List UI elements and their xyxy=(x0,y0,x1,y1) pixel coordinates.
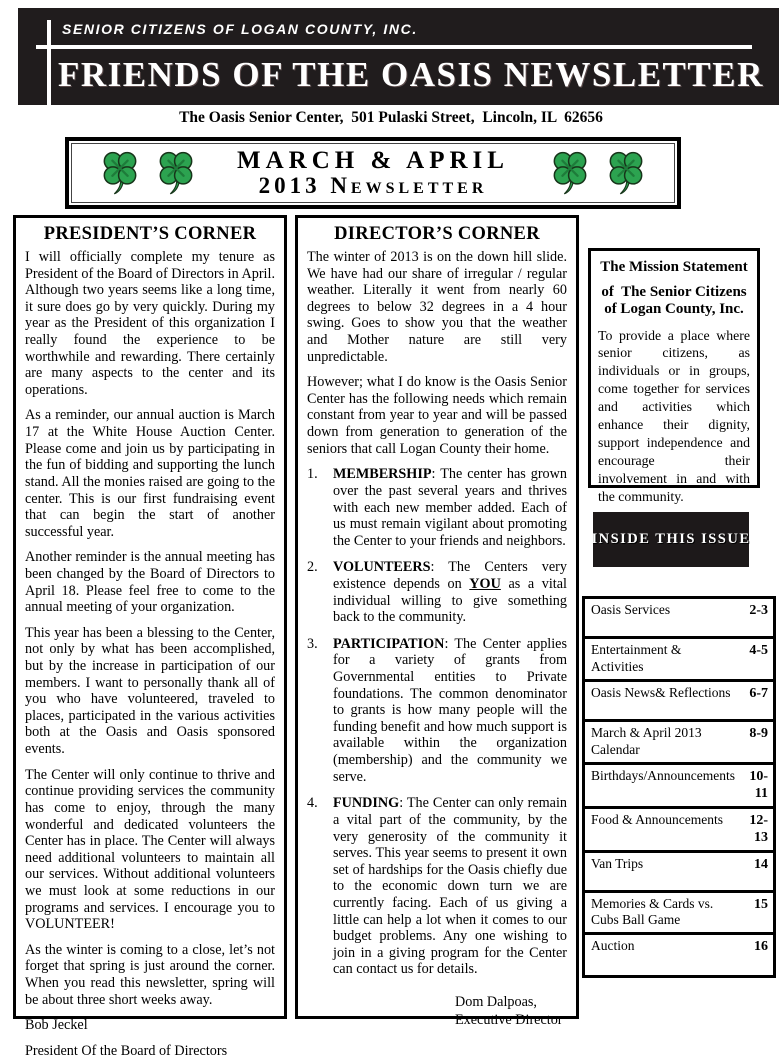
toc-pages: 14 xyxy=(754,856,768,872)
toc-pages: 15 xyxy=(754,896,768,912)
issue-title xyxy=(237,148,509,198)
issue-banner xyxy=(65,137,681,209)
list-number: 1. xyxy=(307,466,318,483)
toc-row xyxy=(585,722,773,765)
list-item-text xyxy=(333,466,567,549)
issue-title-line1: MARCH & APRIL xyxy=(237,146,509,174)
toc-label: Food & Announcements xyxy=(591,811,723,827)
list-term: VOLUNTEERS xyxy=(333,559,431,576)
toc-row xyxy=(585,853,773,893)
toc-pages: 10-11 xyxy=(749,768,768,801)
masthead-horizontal-rule xyxy=(36,45,752,49)
mission-title-line2: of The Senior Citizens of Logan County, Inc. xyxy=(601,284,751,318)
president-paragraph: Another reminder is the annual meeting has been changed by the Board of Directors to April 18. Please feel free to come to the annual meeting of your organization. xyxy=(25,549,275,616)
list-term: FUNDING xyxy=(333,795,400,812)
clover-icon xyxy=(101,149,139,197)
organization-name: SENIOR CITIZENS OF LOGAN COUNTY, INC. xyxy=(62,21,418,37)
list-text: : The Center applies for a variety of grants from Governmental entities to Private foundations. The common denominator to grants is how many people will the funding benefit and how much support is available within the organization (membership) and the community we serve. xyxy=(333,635,567,785)
directors-corner-article xyxy=(295,215,579,1028)
list-text: : The Center can only remain a vital part of the community, by the very generosity of the community it serves. This year seems to present it own set of hardships for the Oasis chiefly due to the economic down turn we are currently facing. Each of us giving a little can help a lot when it comes to our budget problems. Any one wishing to join in a giving program for the Center can contact us for details. xyxy=(333,795,567,978)
toc-label: Van Trips xyxy=(591,855,644,871)
masthead-banner xyxy=(18,8,779,105)
director-need-item xyxy=(307,795,567,978)
president-paragraph: This year has been a blessing to the Center, not only by what has been accomplished, but by the increase in participation of our members. I want to personally thank all of you who have volunteered, traveled to places, participated in the various activities both at the Oasis and Oasis sponsored events. xyxy=(25,624,275,758)
list-number: 2. xyxy=(307,559,318,576)
inside-this-issue-label: INSIDE THIS ISSUE xyxy=(591,531,751,547)
toc-pages: 4-5 xyxy=(749,643,768,658)
president-paragraph: As the winter is coming to a close, let’s not forget that spring is just around the corner. When you read this newsletter, spring will be about three short weeks away. xyxy=(25,941,275,1008)
toc-label: Oasis Services xyxy=(591,602,671,617)
toc-pages: 16 xyxy=(754,939,768,955)
list-text: : The center has grown over the past several years and thrives with each new member added. Each of us must remain vigilant about promoting the Center to your friends and neighbors. xyxy=(333,466,567,549)
director-signature-name: Dom Dalpoas, xyxy=(455,993,537,1010)
list-item-text xyxy=(333,636,567,785)
director-need-item xyxy=(307,466,567,549)
toc-row xyxy=(585,639,773,682)
president-paragraph: As a reminder, our annual auction is March 17 at the White House Auction Center. Please come and join us by participating in the fun of bidding and supporting the lunch stand. All the monies raised are going to the center. This is our first fundraising event that can begin the start of another successful year. xyxy=(25,407,275,540)
toc-label: Oasis News& Reflections xyxy=(591,684,731,700)
president-paragraph: The Center will only continue to thrive and continue providing services the community has come to enjoy, through the many wonderful and dedicated volunteers the Center has in place. The Center will always need additional volunteers to maintain all our services. Without additional volunteers we must look at some reductions in our programs and services. I encourage you to VOLUNTEER! xyxy=(25,766,275,933)
list-text: as a vital individual willing to give something back to the community. xyxy=(333,575,567,626)
list-number: 3. xyxy=(307,635,318,652)
table-of-contents xyxy=(582,596,776,978)
director-need-item xyxy=(307,636,567,785)
mission-statement-box xyxy=(588,248,760,504)
center-address: The Oasis Senior Center, 501 Pulaski Street, Lincoln, IL 62656 xyxy=(179,109,603,126)
presidents-corner-heading: PRESIDENT’S CORNER xyxy=(43,224,257,244)
list-term: PARTICIPATION xyxy=(333,635,445,652)
list-item-text xyxy=(333,795,567,978)
president-signature-name: Bob Jeckel xyxy=(25,1017,88,1034)
list-number: 4. xyxy=(307,795,318,812)
toc-row xyxy=(585,682,773,722)
mission-title-line1: The Mission Statement xyxy=(600,259,748,275)
toc-label: Memories & Cards vs. Cubs Ball Game xyxy=(591,895,714,928)
mission-body: To provide a place where senior citizens, as individuals or in groups, come together for services and activities which enhance their dignity, support independence and encourage their involvement in and with the community. xyxy=(598,327,750,504)
masthead-vertical-rule xyxy=(47,20,51,105)
director-need-item xyxy=(307,559,567,625)
toc-pages: 8-9 xyxy=(749,725,768,741)
directors-corner-heading: DIRECTOR’S CORNER xyxy=(334,224,540,244)
president-paragraph: I will officially complete my tenure as President of the Board of Directors in April. Although two years seems like a long time, it sure does go by very quickly. During my year as the President of this organization I really found the experience to be worthwhile and rewarding. There certainly are many aspects to the center and its operations. xyxy=(25,249,275,398)
toc-row xyxy=(585,893,773,936)
president-signature-title: President Of the Board of Directors xyxy=(25,1043,228,1060)
issue-title-line2: 2013 Newsletter xyxy=(258,173,488,199)
inside-this-issue-banner xyxy=(593,512,749,567)
list-text: : The Centers very existence depends on xyxy=(333,559,567,592)
toc-label: March & April 2013 Calendar xyxy=(591,724,702,757)
director-paragraph: However; what I do know is the Oasis Senior Center has the following needs which remain constant from year to year and will be passed down from generation to generation of the seniors that call Logan County their home. xyxy=(307,374,567,457)
toc-row xyxy=(585,809,773,853)
toc-label: Birthdays/Announcements xyxy=(591,767,735,783)
emphasized-text: YOU xyxy=(469,575,501,592)
toc-row xyxy=(585,599,773,639)
toc-pages: 12-13 xyxy=(749,812,768,845)
newsletter-title: FRIENDS OF THE OASIS NEWSLETTER xyxy=(58,55,764,94)
toc-row xyxy=(585,935,773,975)
director-paragraph: The winter of 2013 is on the down hill slide. We have had our share of irregular / regular weather. Literally it went from nearly 60 degrees to below 32 degrees in a 4 hour swing. Goes to show you that the weather and Mother nature are still very unpredictable. xyxy=(307,249,567,365)
clover-icon xyxy=(607,149,645,197)
toc-row xyxy=(585,765,773,809)
director-signature xyxy=(455,994,567,1030)
toc-label: Auction xyxy=(591,938,635,954)
clover-icon xyxy=(157,149,195,197)
toc-pages: 6-7 xyxy=(749,685,768,701)
clover-icon xyxy=(551,149,589,197)
list-item-text xyxy=(333,559,567,625)
presidents-corner-article xyxy=(13,215,287,1060)
toc-pages: 2-3 xyxy=(749,603,768,618)
list-term: MEMBERSHIP xyxy=(333,466,432,483)
director-signature-title: Executive Director xyxy=(455,1011,563,1028)
toc-label: Entertainment & Activities xyxy=(591,642,682,674)
